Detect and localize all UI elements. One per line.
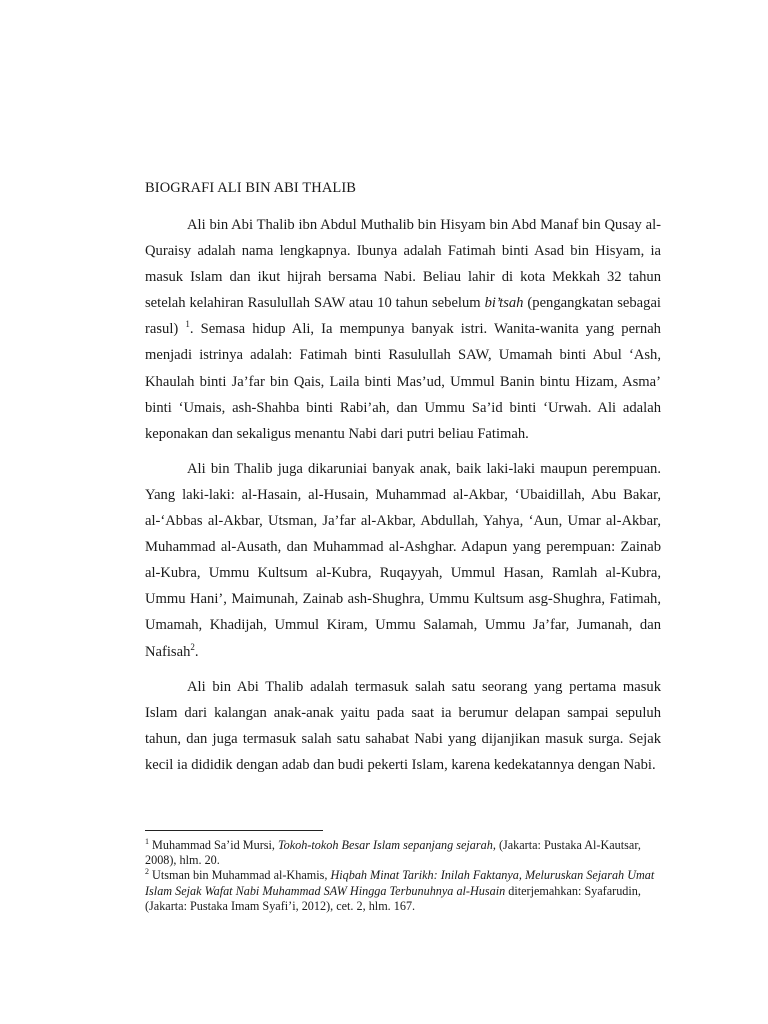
page-title: BIOGRAFI ALI BIN ABI THALIB	[145, 180, 357, 196]
paragraph-3-text-a: Ali bin Abi Thalib adalah termasuk salah satu seorang yang pertama masuk Islam dari kalangan anak-anak yaitu pada saat ia berumur delapan sampai sepuluh tahun, dan juga termasuk salah satu sahabat Nabi yang dijanjikan masuk surga. Sejak kecil ia dididik dengan adab dan budi pekerti Islam, karena kedekatannya dengan Nabi.	[145, 678, 661, 773]
footnote-ref-2[interactable]: 2	[190, 641, 195, 652]
paragraph-1-text-b: (pengangkatan sebagai rasul)	[145, 295, 661, 338]
footnote-ref-1[interactable]: 1	[185, 319, 190, 330]
footnote-1-publication: (Jakarta: Pustaka Al-Kautsar, 2008), hlm. 20.	[145, 838, 641, 868]
footnote-1-author: Muhammad Sa’id Mursi,	[149, 838, 278, 852]
paragraph-1-text-a: Ali bin Abi Thalib ibn Abdul Muthalib bin Hisyam bin Abd Manaf bin Qusay al-Quraisy adalah nama lengkapnya. Ibunya adalah Fatimah binti Asad bin Hisyam, ia masuk Islam dan ikut hijrah bersama Nabi. Beliau lahir di kota Mekkah 32 tahun setelah kelahiran Rasulullah SAW atau 10 tahun sebelum	[145, 217, 661, 312]
paragraph-2-text-a: Ali bin Thalib juga dikaruniai banyak anak, baik laki-laki maupun perempuan. Yang laki-laki: al-Hasain, al-Husain, Muhammad al-Akbar, ‘Ubaidillah, Abu Bakar, al-‘Abbas al-Akbar, Utsman, Ja’far al-Akbar, Abdullah, Yahya, ‘Aun, Umar al-Akbar, Muhammad al-Ausath, dan Muhammad al-Ashghar. Adapun yang perempuan: Zainab al-Kubra, Ummu Kultsum al-Kubra, Ruqayyah, Ummul Hasan, Ramlah al-Kubra, Ummu Hani’, Maimunah, Zainab ash-Shughra, Ummu Kultsum asg-Shughra, Fatimah, Umamah, Khadijah, Ummul Kiram, Ummu Salamah, Ummu Ja’far, Jumanah, dan Nafisah	[145, 460, 661, 660]
footnote-2-author: Utsman bin Muhammad al-Khamis,	[149, 868, 331, 883]
paragraph-1-text-c: . Semasa hidup Ali, Ia mempunya banyak istri. Wanita-wanita yang pernah menjadi istrinya adalah: Fatimah binti Rasulullah SAW, Umamah binti Abul ‘Ash, Khaulah binti Ja’far bin Qais, Laila binti Mas’ud, Ummul Banin bintu Hizam, Asma’ binti ‘Umais, ash-Shahba binti Rabi’ah, dan Ummu Sa’id binti ‘Urwah. Ali adalah keponakan dan sekaligus menantu Nabi dari putri beliau Fatimah.	[145, 321, 661, 442]
footnote-1-book-title: Tokoh-tokoh Besar Islam sepanjang sejarah,	[277, 838, 496, 852]
body-text	[145, 212, 661, 787]
footnote-divider	[145, 830, 323, 831]
paragraph-3	[145, 674, 661, 778]
footnote-2-book-title: Hiqbah Minat Tarikh: Inilah Faktanya, Meluruskan Sejarah Umat Islam Sejak Wafat Nabi Muhammad SAW Hingga Terbunuhnya al-Husain	[145, 868, 655, 898]
paragraph-2	[145, 456, 661, 665]
footnote-2-publication: diterjemahkan: Syafarudin, (Jakarta: Pustaka Imam Syafi’i, 2012), cet. 2, hlm. 167.	[145, 883, 641, 913]
footnote-2-number: 2	[145, 867, 149, 877]
footnote-2	[145, 868, 661, 914]
paragraph-2-text-b: .	[194, 643, 199, 660]
paragraph-1-italic-term: bi’tsah	[484, 295, 524, 312]
footnote-1-number: 1	[145, 836, 149, 846]
paragraph-1	[145, 212, 661, 447]
footnotes	[145, 838, 661, 914]
footnote-1	[145, 838, 661, 868]
